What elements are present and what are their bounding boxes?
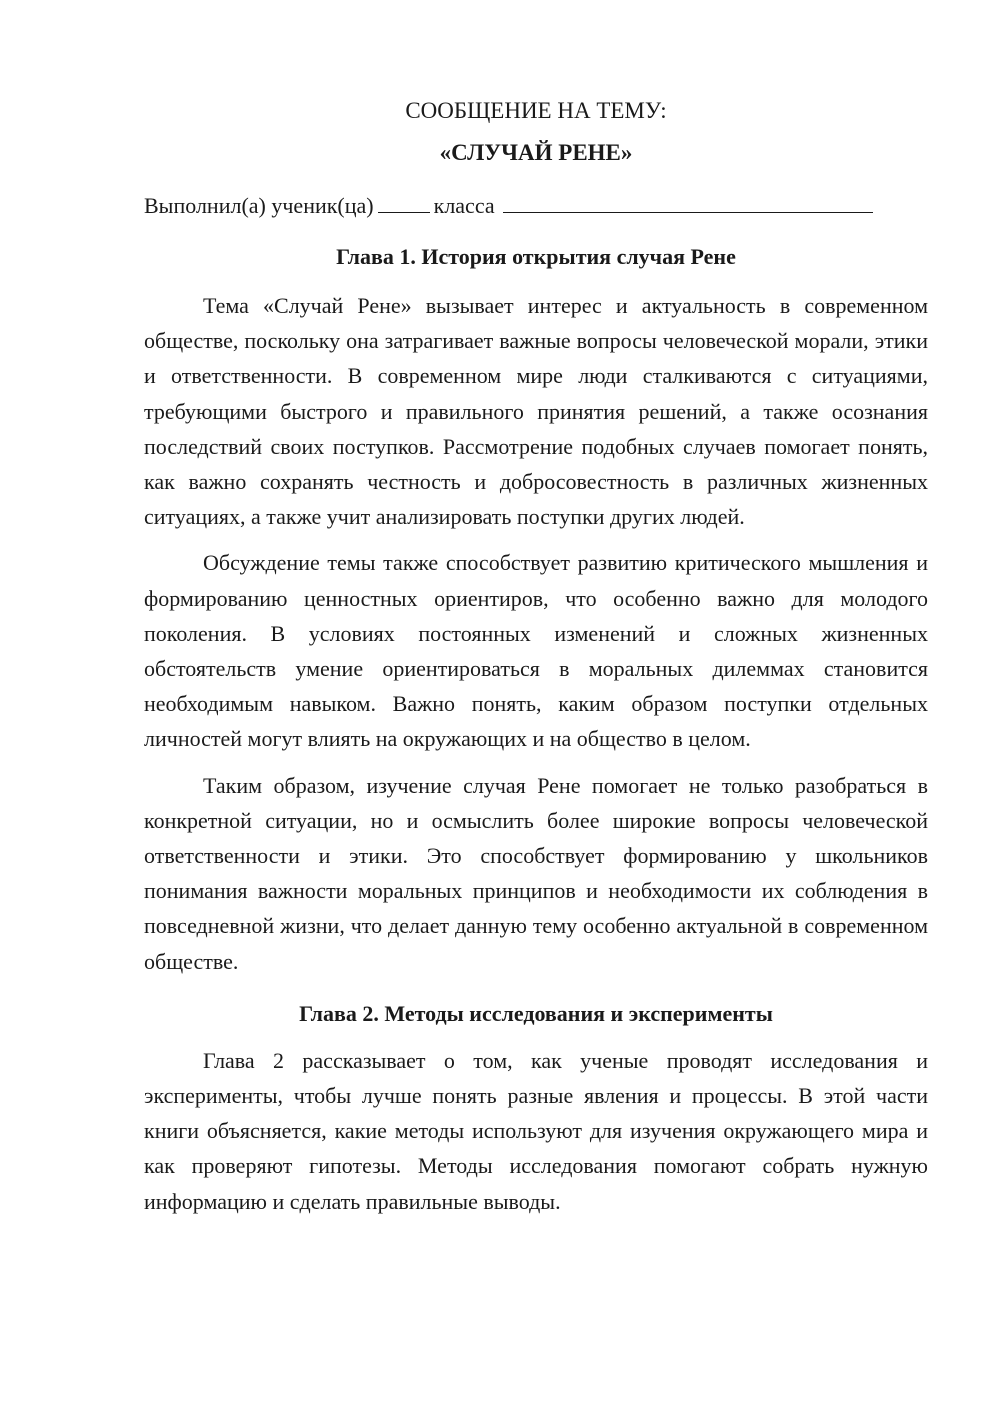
chapter-1-heading: Глава 1. История открытия случая Рене bbox=[336, 244, 736, 269]
chapter-1-paragraph-2: Обсуждение темы также способствует развитию критического мышления и формированию ценностных ориентиров, что особенно важно для молодого поколения. В условиях постоянных изменений и сложных жизненных обстоятельств умение ориентироваться в моральных дилеммах становится необходимым навыком. Важно понять, каким образом поступки отдельных личностей могут влиять на окружающих и на общество в целом. bbox=[144, 550, 928, 752]
signature-line bbox=[144, 190, 928, 221]
chapter-1-paragraph-3: Таким образом, изучение случая Рене помогает не только разобраться в конкретной ситуации, но и осмыслить более широкие вопросы человеческой ответственности и этики. Это способствует формированию у школьников понимания важности моральных принципов и необходимости их соблюдения в повседневной жизни, что делает данную тему особенно актуальной в современном обществе. bbox=[144, 772, 928, 974]
signature-student-label: Выполнил(а) ученик(ца) bbox=[144, 193, 374, 218]
chapter-2-paragraph-1: Глава 2 рассказывает о том, как ученые проводят исследования и эксперименты, чтобы лучше понять разные явления и процессы. В этой части книги объясняется, какие методы используют для изучения окружающего мира и как проверяют гипотезы. Методы исследования помогают собрать нужную информацию и сделать правильные выводы. bbox=[144, 1047, 928, 1214]
chapter-2-heading: Глава 2. Методы исследования и эксперименты bbox=[299, 1000, 773, 1026]
class-blank-field[interactable] bbox=[378, 190, 430, 213]
name-blank-field[interactable] bbox=[503, 190, 873, 213]
document-subtitle: «СЛУЧАЙ РЕНЕ» bbox=[439, 140, 633, 165]
signature-class-label: класса bbox=[433, 193, 495, 218]
chapter-1-paragraph-1: Тема «Случай Рене» вызывает интерес и актуальность в современном обществе, поскольку она затрагивает важные вопросы человеческой морали, этики и ответственности. В современном мире люди сталкиваются с ситуациями, требующими быстрого и правильного принятия решений, а также осознания последствий своих поступков. Рассмотрение подобных случаев помогает понять, как важно сохранять честность и добросовестность в различных жизненных ситуациях, а также учит анализировать поступки других людей. bbox=[144, 293, 928, 530]
document-title: СООБЩЕНИЕ НА ТЕМУ: bbox=[405, 98, 667, 123]
document-page bbox=[144, 90, 928, 1219]
